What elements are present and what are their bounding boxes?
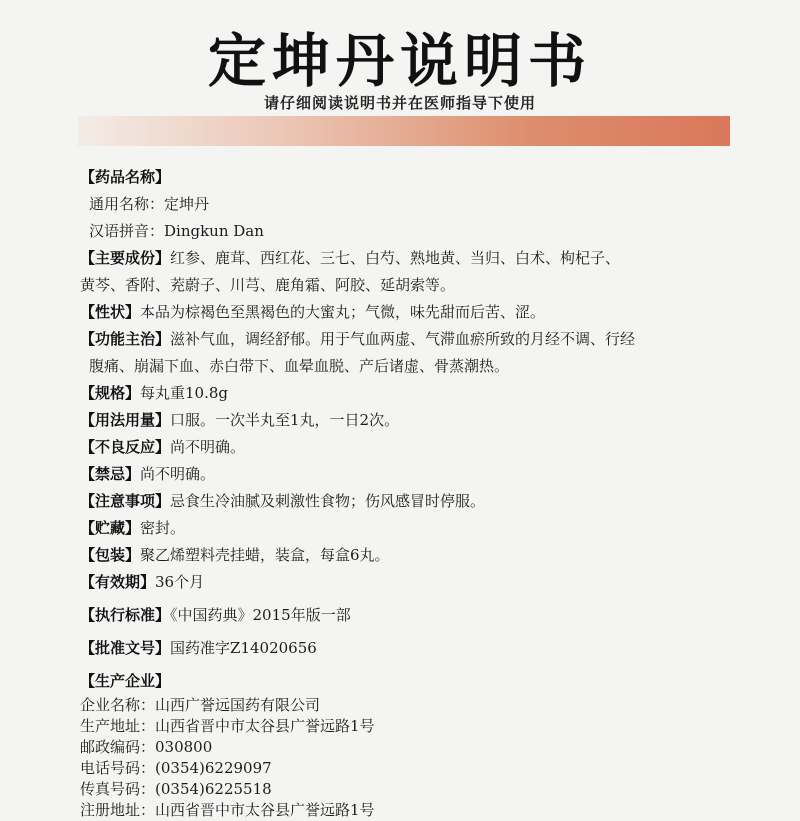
adverse-label: 【不良反应】 — [80, 438, 171, 456]
spec-text: 每丸重10.8g — [140, 384, 229, 402]
appearance-text: 本品为棕褐色至黑褐色的大蜜丸；气微，味先甜而后苦、涩。 — [140, 303, 546, 321]
approval-text: 国药准字Z14020656 — [170, 639, 317, 657]
document-subtitle: 请仔细阅读说明书并在医师指导下使用 — [263, 94, 536, 112]
indications-label: 【功能主治】 — [80, 330, 171, 348]
section-manufacturer — [80, 668, 760, 695]
company-phone: 电话号码：(0354)6229097 — [80, 759, 272, 777]
company-postcode: 邮政编码：030800 — [80, 738, 213, 756]
standard-label: 【执行标准】 — [80, 606, 171, 624]
storage-text: 密封。 — [140, 519, 186, 537]
company-info — [80, 695, 760, 821]
precautions-label: 【注意事项】 — [80, 492, 171, 510]
section-contraindications — [80, 461, 760, 488]
section-drug-name — [80, 164, 760, 191]
pinyin-name: 汉语拼音：Dingkun Dan — [89, 222, 264, 240]
ingredients-text-1: 红参、鹿茸、西红花、三七、白芍、熟地黄、当归、白术、枸杞子、 — [170, 249, 621, 267]
spec-label: 【规格】 — [80, 384, 141, 402]
company-reg-address: 注册地址：山西省晋中市太谷县广誉远路1号 — [80, 801, 375, 819]
standard-text: 《中国药典》2015年版一部 — [170, 606, 351, 624]
package-label: 【包装】 — [80, 546, 141, 564]
decorative-gradient-band — [78, 116, 730, 146]
expiry-text: 36个月 — [155, 573, 205, 591]
section-adverse — [80, 434, 760, 461]
contra-label: 【禁忌】 — [80, 465, 141, 483]
drug-name-header: 【药品名称】 — [80, 168, 171, 186]
storage-label: 【贮藏】 — [80, 519, 141, 537]
company-name: 企业名称：山西广誉远国药有限公司 — [80, 696, 321, 714]
company-address: 生产地址：山西省晋中市太谷县广誉远路1号 — [80, 717, 375, 735]
leaflet-content — [80, 164, 760, 821]
indications-text-2: 腹痛、崩漏下血、赤白带下、血晕血脱、产后诸虚、骨蒸潮热。 — [89, 357, 510, 375]
section-package — [80, 542, 760, 569]
section-appearance — [80, 299, 760, 326]
company-fax: 传真号码：(0354)6225518 — [80, 780, 272, 798]
section-ingredients — [80, 245, 760, 272]
usage-text: 口服。一次半丸至1丸，一日2次。 — [170, 411, 400, 429]
ingredients-text-2: 黄芩、香附、茺蔚子、川芎、鹿角霜、阿胶、延胡索等。 — [80, 276, 456, 294]
appearance-label: 【性状】 — [80, 303, 141, 321]
contra-text: 尚不明确。 — [140, 465, 216, 483]
section-indications — [80, 326, 760, 353]
expiry-label: 【有效期】 — [80, 573, 156, 591]
usage-label: 【用法用量】 — [80, 411, 171, 429]
section-spec — [80, 380, 760, 407]
section-storage — [80, 515, 760, 542]
section-usage — [80, 407, 760, 434]
indications-text-1: 滋补气血，调经舒郁。用于气血两虚、气滞血瘀所致的月经不调、行经 — [170, 330, 636, 348]
adverse-text: 尚不明确。 — [170, 438, 246, 456]
precautions-text: 忌食生冷油腻及刺激性食物；伤风感冒时停服。 — [170, 492, 486, 510]
section-approval — [80, 635, 760, 662]
section-expiry — [80, 569, 760, 596]
manufacturer-header: 【生产企业】 — [80, 672, 171, 690]
document-title: 定坤丹说明书 — [207, 27, 592, 95]
package-text: 聚乙烯塑料壳挂蜡，装盒，每盒6丸。 — [140, 546, 390, 564]
section-precautions — [80, 488, 760, 515]
approval-label: 【批准文号】 — [80, 639, 171, 657]
ingredients-label: 【主要成份】 — [80, 249, 171, 267]
generic-name: 通用名称：定坤丹 — [89, 195, 210, 213]
section-standard — [80, 602, 760, 629]
